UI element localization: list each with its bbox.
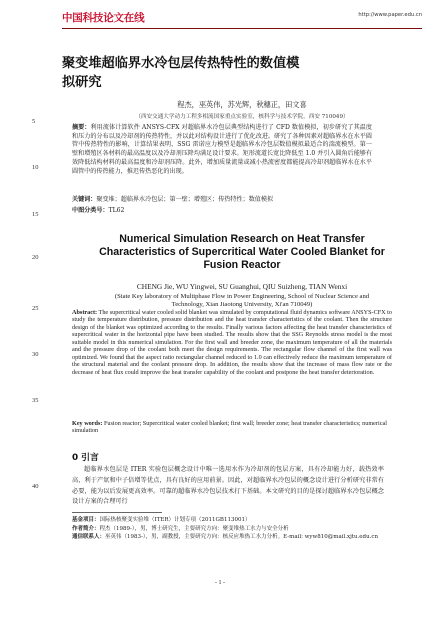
journal-url[interactable]: http://www.paper.edu.cn	[358, 12, 422, 18]
footnote-label: 通信联系人：	[72, 534, 106, 541]
english-title-line: Characteristics of Supercritical Water Cooled Blanket for	[99, 246, 385, 259]
footnote-label: 作者简介：	[72, 525, 100, 532]
journal-logo	[62, 6, 154, 28]
chinese-abstract	[72, 124, 372, 176]
chinese-title-line: 拟研究	[62, 75, 102, 90]
chinese-abstract-text: 利用流体计算软件 ANSYS-CFX 对超临界水冷包层典型结构进行了 CFD 数值模拟，初步研究了其温度和压力的分布以及冷却剂的传热特性，并以此对结构设计进行了优化改进。研究了各种因素对超临界水在水平圆管中传热特性的影响，计算结果表明，SSG 雷诺应力模型是超临界水冷包层数值模拟最适合的湍流模型。第一壁和增殖区各材料的最高温度以及冷却剂压降均满足设计要求。矩形流道长宽比降低至 1.0 并引入圆角后能够有效降低结构材料的最高温度和冷却剂压降。此外，增加质量流量或减小热流密度都能提高冷却剂超临界水在水平圆管中的传热能力，推迟传热恶化的出现。	[72, 124, 373, 175]
english-affiliation	[62, 293, 422, 309]
line-number: 30	[32, 351, 39, 358]
chinese-affiliation: （西安交通大学动力工程多相流国家重点实验室，核科学与技术学院，西安 710049）	[135, 114, 349, 120]
english-affiliation-line: (State Key laboratory of Multiphase Flow in Power Engineering, School of Nuclear Science and	[114, 293, 370, 300]
chinese-keywords	[72, 194, 372, 203]
page-number: - 1 -	[215, 580, 225, 586]
english-title	[62, 233, 422, 273]
footnote-funding	[72, 516, 402, 525]
footnote-text: 国际热核聚变实验堆（ITER）计划专项（2011GB113001）	[99, 517, 251, 523]
english-keywords	[72, 420, 392, 435]
english-affiliation-line: Technology, Xian Jiaotong University, Xi'an 710049)	[171, 301, 313, 308]
english-keywords-text: Fusion reactor; Supercritical water cooled blanket; first wall; breeder zone; heat transfer characteristics; numerical simulation	[72, 420, 387, 435]
english-authors: CHENG Jie, WU Yingwei, SU Guanghui, QIU Suizheng, TIAN Wenxi	[136, 282, 348, 291]
chinese-keywords-label: 关键词：	[72, 196, 97, 203]
footnote-author	[72, 525, 402, 534]
section-heading-introduction: 0 引言	[72, 453, 99, 463]
line-number: 5	[32, 118, 36, 125]
chinese-authors: 程杰，巫英伟，苏光辉，秋穗正，田文喜	[177, 100, 307, 109]
classification-label: 中图分类号：	[72, 207, 109, 214]
line-number: 25	[32, 305, 39, 312]
line-number: 20	[32, 254, 39, 261]
line-number: 15	[32, 211, 39, 218]
header-divider	[62, 28, 422, 29]
chinese-classification	[72, 205, 372, 214]
english-abstract-label: Abstract:	[72, 309, 98, 316]
footnote-corresponding	[72, 533, 402, 542]
classification-code: TL62	[108, 207, 125, 214]
english-title-line: Numerical Simulation Research on Heat Transfer	[119, 233, 365, 245]
footnote-divider	[72, 512, 162, 513]
english-abstract	[72, 309, 392, 376]
footnote-label: 基金项目：	[72, 517, 100, 523]
line-number: 35	[32, 397, 39, 404]
english-title-line: Fusion Reactor	[203, 259, 281, 272]
chinese-title	[62, 54, 422, 92]
english-abstract-text: The supercritical water cooled solid blanket was simulated by computational fluid dynamics software ANSYS-CFX to study the temperature distribution, pressure distribution and the heat transfer characteristics of the coolant. Then the structure design of the blanket was optimized according to the results. Finally various factors affecting the heat transfer characteristics of supercritical water in the horizontal pipe have been studied. The results show that the SSG Reynolds stress model is the most suitable model in this numerical simulation. For the first wall and breeder zone, the maximum temperature of all the materials and the pressure drop of the coolant both meet the design requirements. The rectangular flow channel of the first wall was optimized. We found that the aspect ratio rectangular channel reduced to 1.0 can effectively reduce the maximum temperature of the structural material and the coolant pressure drop. In addition, the results show that the increase of mass flow rate or the decrease of heat flux could improve the heat transfer capability of the coolant and postpone the heat transfer deterioration.	[72, 309, 392, 376]
chinese-title-line: 聚变堆超临界水冷包层传热特性的数值模	[62, 56, 300, 71]
footnote-text: 程杰（1989-），男，博士研究生，主要研究方向：聚变堆热工水力与安全分析	[99, 525, 289, 532]
line-number: 10	[32, 164, 39, 171]
introduction-paragraph: 超临界水包层是 ITER 实验包层概念设计中唯一选用水作为冷却剂的包层方案，具有冷却能力好，载热效率高，利于产氚和中子倍增等优点，具有良好的应用前景。因此，对超临界水冷包层的概念设计进行分析研究非常有必要，能为以后发展更高效率。可靠的超临界水冷包层技术打下基础。本文研究的目的是探讨超临界水冷包层概念设计方案的合理可行	[72, 466, 384, 506]
footnote-text: 巫英伟（1983-），男，副教授，主要研究方向：核反应堆热工水力分析。E-mail: wyw810@mail.xjtu.edu.cn	[105, 534, 378, 541]
journal-header	[62, 6, 422, 36]
journal-logo-text: 中国科技论文在线	[62, 11, 145, 24]
footnotes	[72, 516, 402, 542]
chinese-keywords-text: 聚变堆；超临界水冷包层；第一壁；增殖区；传热特性；数值模拟	[96, 196, 274, 203]
english-keywords-label: Key words:	[72, 420, 103, 427]
chinese-abstract-label: 摘要：	[72, 124, 91, 131]
line-number: 40	[32, 483, 39, 490]
